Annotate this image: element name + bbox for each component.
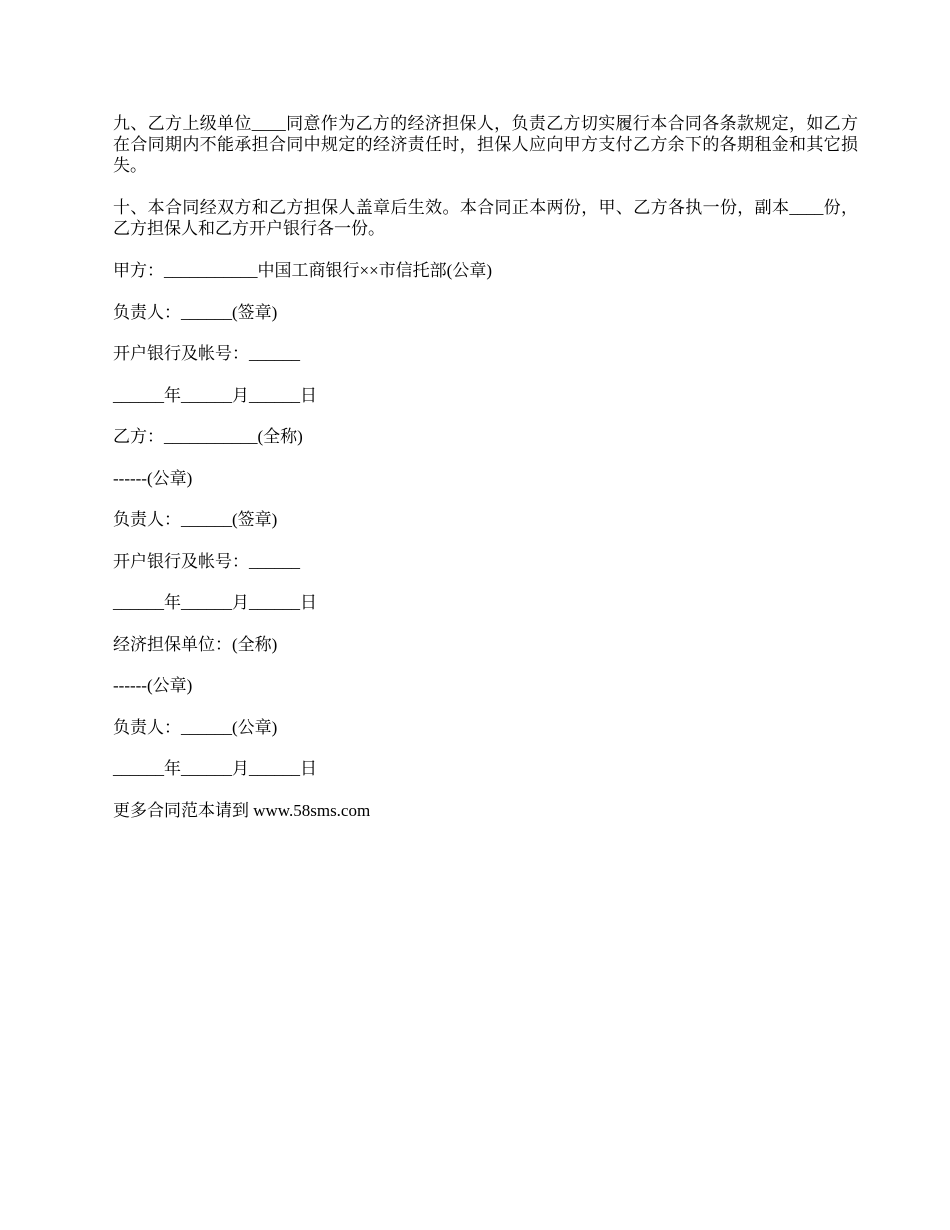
party-a-name-line: 甲方：___________中国工商银行××市信托部(公章) <box>113 261 492 280</box>
party-a-bank-account-line: 开户银行及帐号：______ <box>113 344 300 363</box>
guarantor-seal-line: ------(公章) <box>113 676 193 695</box>
party-a-representative-line: 负责人：______(签章) <box>113 302 278 322</box>
party-b-name-line: 乙方：___________(全称) <box>113 427 303 446</box>
party-b-representative-line: 负责人：______(签章) <box>113 510 278 529</box>
guarantor-representative-line: 负责人：______(公章) <box>113 717 278 737</box>
party-b-date-line: ______年______月______日 <box>113 593 317 612</box>
party-b-seal-line: ------(公章) <box>113 468 193 488</box>
party-a-date-line: ______年______月______日 <box>113 385 317 405</box>
party-b-bank-account-line: 开户银行及帐号：______ <box>113 551 300 571</box>
clause-ten: 十、本合同经双方和乙方担保人盖章后生效。本合同正本两份，甲、乙方各执一份，副本____份，乙方担保人和乙方开户银行各一份。 <box>113 198 858 238</box>
guarantor-date-line: ______年______月______日 <box>113 759 317 778</box>
contract-body <box>113 113 858 821</box>
clause-nine: 九、乙方上级单位____同意作为乙方的经济担保人，负责乙方切实履行本合同各条款规定，如乙方在合同期内不能承担合同中规定的经济责任时，担保人应向甲方支付乙方余下的各期租金和其它损失。 <box>113 114 858 175</box>
guarantor-name-line: 经济担保单位：(全称) <box>113 634 278 654</box>
footer-note: 更多合同范本请到 www.58sms.com <box>113 800 371 820</box>
